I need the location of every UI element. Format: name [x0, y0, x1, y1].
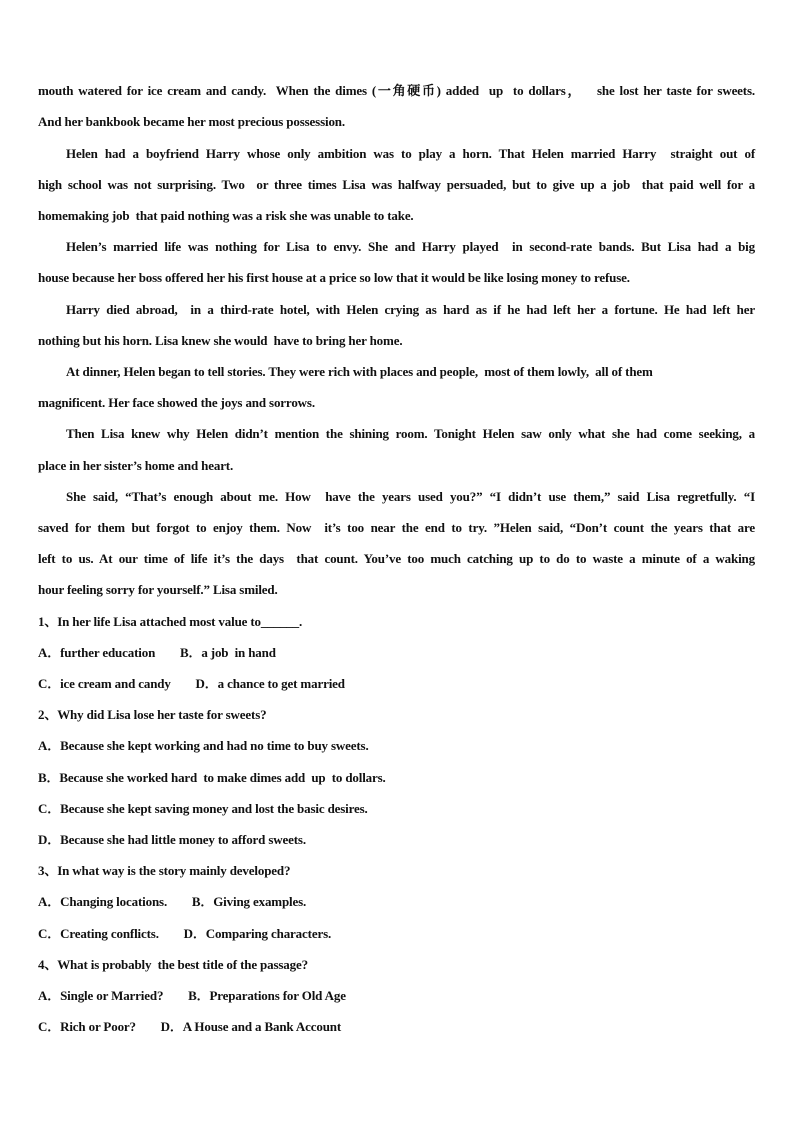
- passage-line: Helen had a boyfriend Harry whose only ambition was to play a horn. That Helen married Harry straight out of: [66, 146, 755, 161]
- passage-line: house because her boss offered her his first house at a price so low that it would be like losing money to refuse.: [38, 270, 630, 285]
- question-stem: 4、What is probably the best title of the passage?: [38, 957, 308, 972]
- passage-line: high school was not surprising. Two or three times Lisa was halfway persuaded, but to give up a job that paid well for a: [38, 177, 755, 192]
- passage-line: homemaking job that paid nothing was a risk she was unable to take.: [38, 208, 414, 223]
- answer-options: C．ice cream and candy D．a chance to get married: [38, 676, 345, 691]
- passage-line: mouth watered for ice cream and candy. When the dimes (一角硬币) added up to dollars， she lost her taste for sweets.: [38, 83, 755, 98]
- answer-options: C．Creating conflicts. D．Comparing characters.: [38, 926, 332, 941]
- answer-options: C．Rich or Poor? D．A House and a Bank Account: [38, 1019, 342, 1034]
- passage-line: At dinner, Helen began to tell stories. They were rich with places and people, most of them lowly, all of them: [66, 364, 653, 379]
- question-stem: 3、In what way is the story mainly developed?: [38, 863, 291, 878]
- answer-option: D．Because she had little money to afford sweets.: [38, 832, 306, 847]
- passage-line: Then Lisa knew why Helen didn’t mention the shining room. Tonight Helen saw only what she had come seeking, a: [66, 426, 755, 441]
- passage-line: magnificent. Her face showed the joys and sorrows.: [38, 395, 315, 410]
- answer-options: A．Single or Married? B．Preparations for Old Age: [38, 988, 346, 1003]
- question-stem: 2、Why did Lisa lose her taste for sweets?: [38, 707, 267, 722]
- passage-line: Harry died abroad, in a third-rate hotel, with Helen crying as hard as if he had left her a fortune. He had left her: [66, 302, 755, 317]
- passage-line: nothing but his horn. Lisa knew she would have to bring her home.: [38, 333, 403, 348]
- passage-line: And her bankbook became her most precious possession.: [38, 114, 345, 129]
- answer-option: B．Because she worked hard to make dimes add up to dollars.: [38, 770, 386, 785]
- answer-option: A．Because she kept working and had no time to buy sweets.: [38, 738, 369, 753]
- answer-options: A．further education B．a job in hand: [38, 645, 276, 660]
- passage-line: left to us. At our time of life it’s the days that count. You’ve too much catching up to do to waste a minute of a waking: [38, 551, 755, 566]
- answer-option: C．Because she kept saving money and lost the basic desires.: [38, 801, 368, 816]
- passage-line: hour feeling sorry for yourself.” Lisa smiled.: [38, 582, 278, 597]
- passage-line: Helen’s married life was nothing for Lisa to envy. She and Harry played in second-rate bands. But Lisa had a big: [66, 239, 755, 254]
- answer-options: A．Changing locations. B．Giving examples.: [38, 894, 307, 909]
- question-stem: 1、In her life Lisa attached most value to______.: [38, 614, 303, 629]
- passage-line: saved for them but forgot to enjoy them. Now it’s too near the end to try. ”Helen said, “Don’t count the years that are: [38, 520, 755, 535]
- passage-line: She said, “That’s enough about me. How have the years used you?” “I didn’t use them,” said Lisa regretfully. “I: [66, 489, 755, 504]
- passage-line: place in her sister’s home and heart.: [38, 458, 234, 473]
